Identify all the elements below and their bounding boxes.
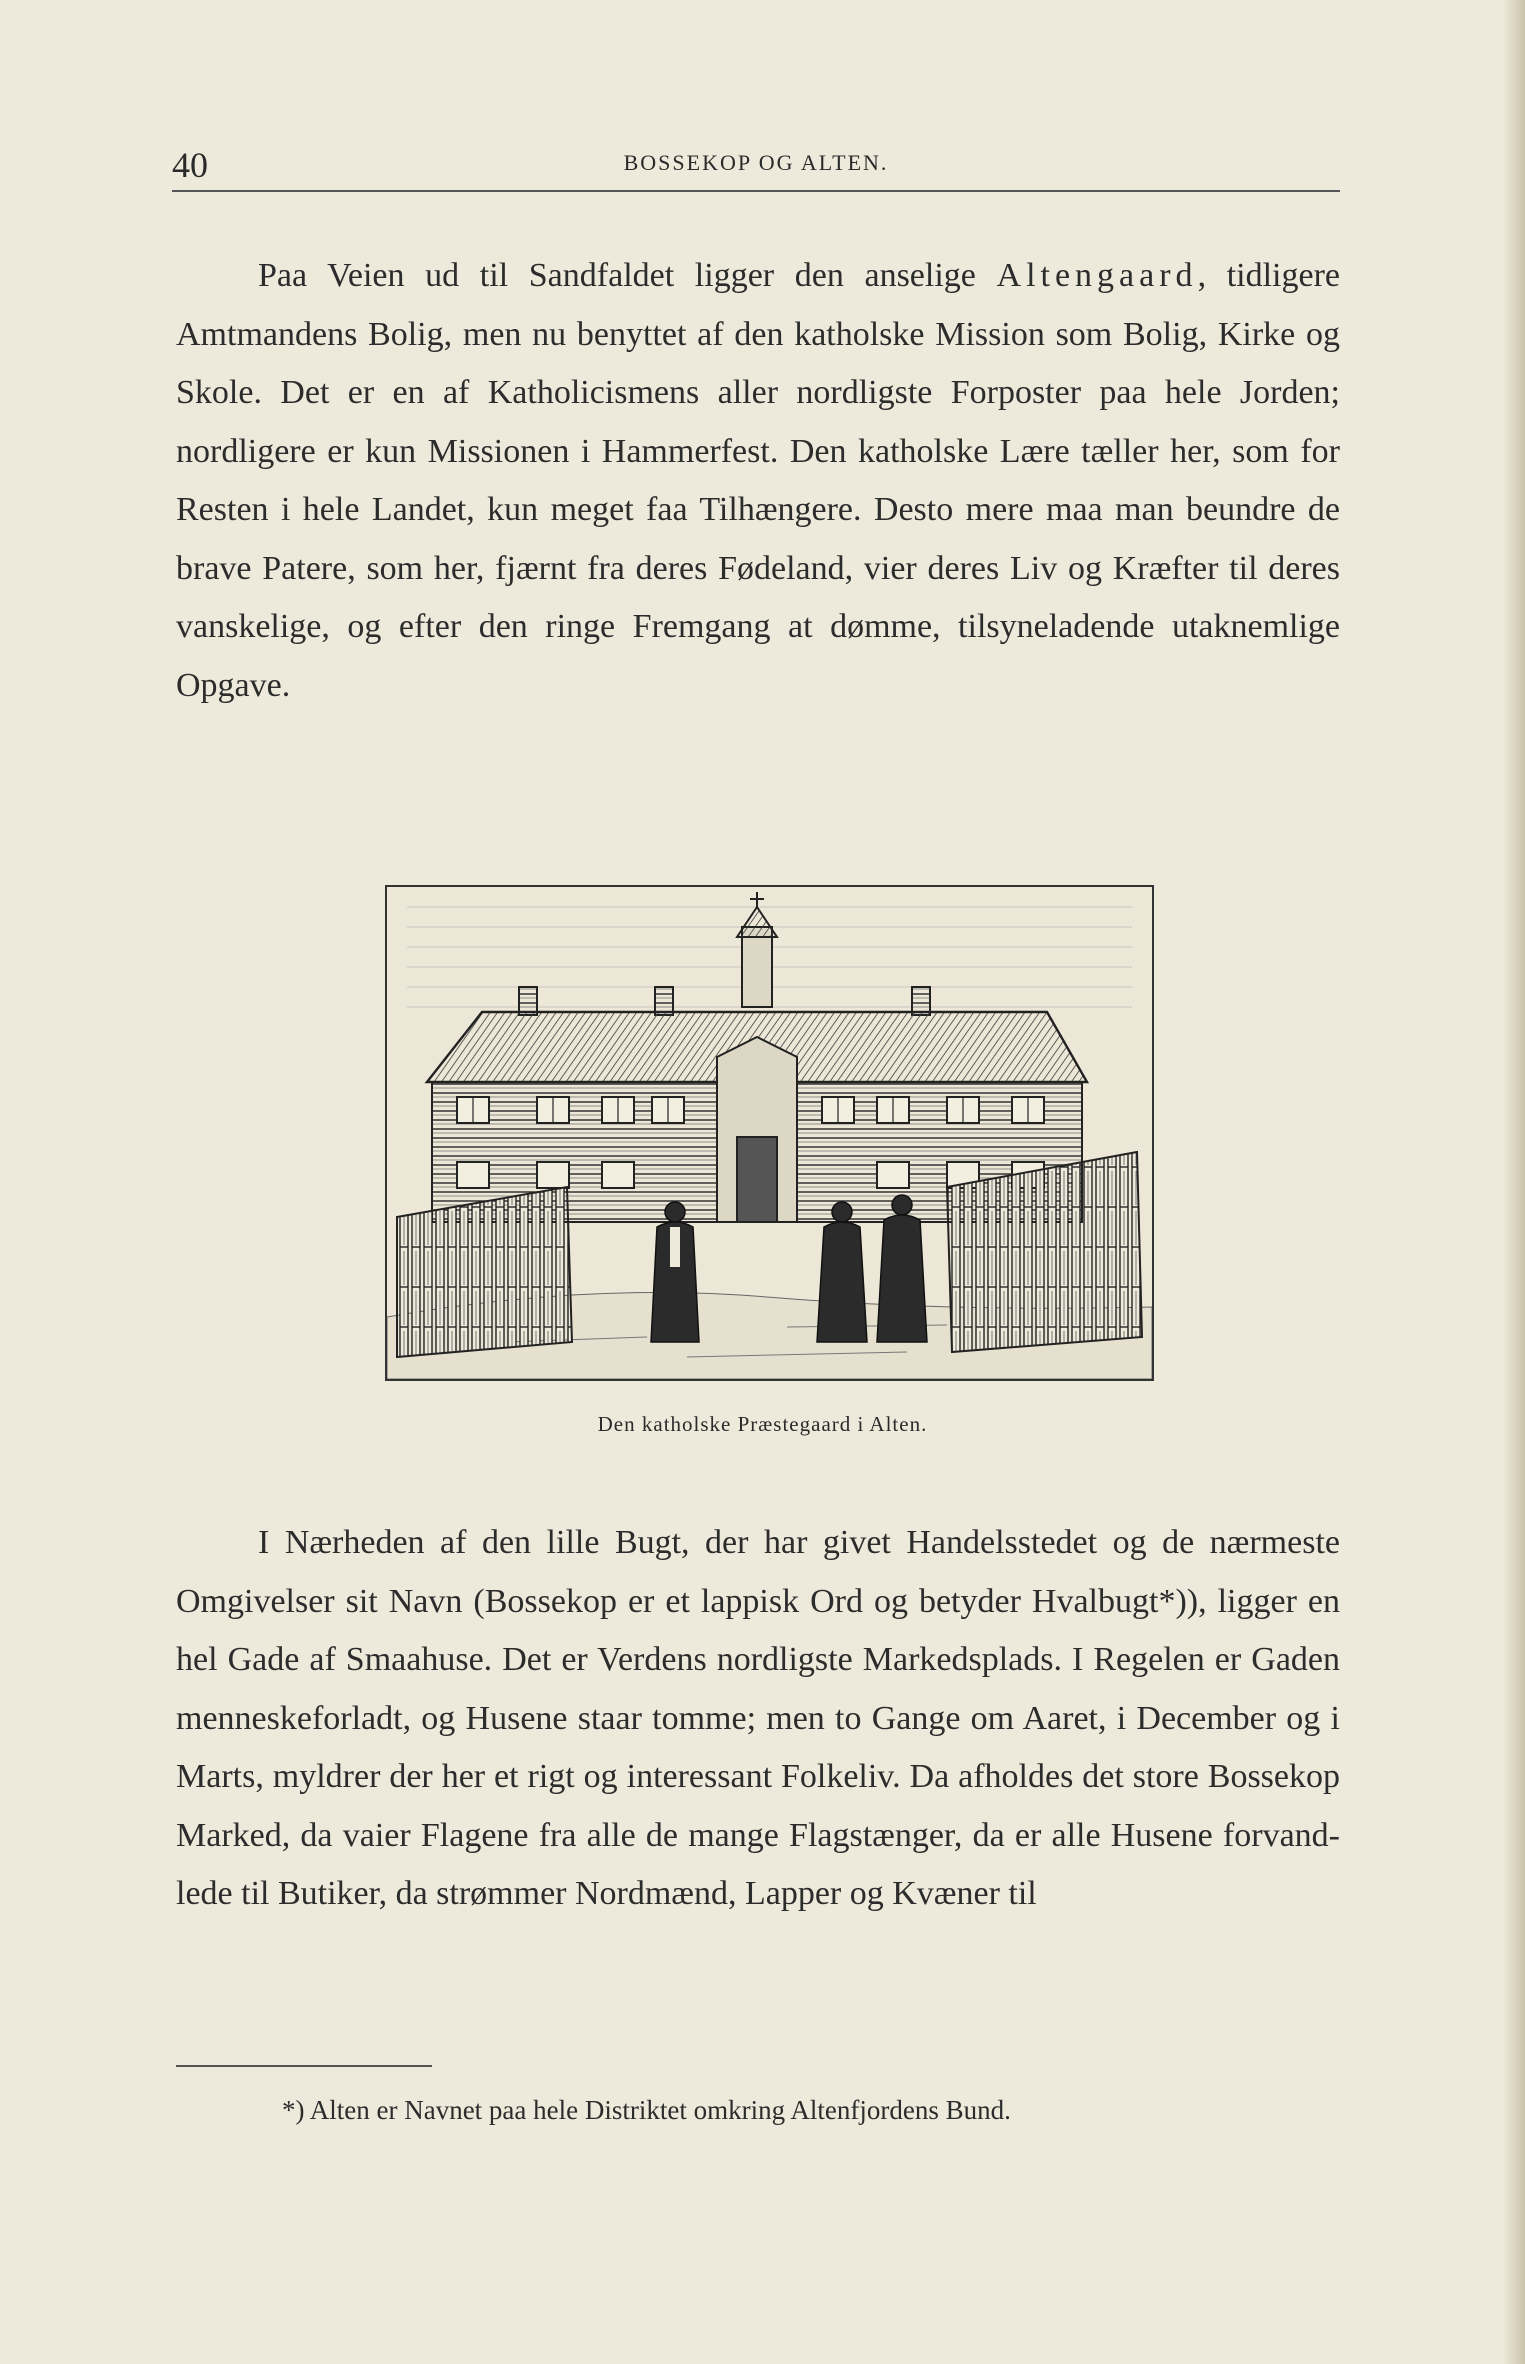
paragraph-2 <box>176 1514 1340 1924</box>
paragraph-1 <box>176 247 1340 715</box>
paragraph-1-rest: , tidligere Amtmandens Bolig, men nu benyttet af den katholske Mission som Bolig, Kirke og Skole. Det er en af Katholicismens aller nordligste Forposter paa hele Jorden; nordligere er kun Missionen i Hammerfest. Den katholske Lære tæller her, som for Resten i hele Landet, kun meget faa Tilhængere. Desto mere maa man beundre de brave Patere, som her, fjærnt fra deres Fødeland, vier deres Liv og Kræfter til deres vanskelige, og efter den ringe Fremgang at dømme, tilsyneladende utaknemlige Opgave. <box>176 257 1340 704</box>
illustration-caption: Den katholske Præstegaard i Alten. <box>597 1412 928 1436</box>
page-edge-shadow <box>1503 0 1525 2364</box>
engraving-illustration <box>387 887 1152 1379</box>
paragraph-1-lead: Paa Veien ud til Sandfaldet ligger den anselige <box>258 257 997 294</box>
page-number: 40 <box>172 145 208 185</box>
place-name-altengaard: Altengaard <box>996 257 1198 294</box>
page-header <box>172 140 1340 192</box>
footnote: *) Alten er Navnet paa hele Distriktet omkring Altenfjordens Bund. <box>282 2095 1011 2125</box>
paragraph-2-text: I Nærheden af den lille Bugt, der har givet Handelsstedet og de nærmeste Omgivelser sit Navn (Bossekop er et lappisk Ord og betyder Hvalbugt*)), ligger en hel Gade af Smaahuse. Det er Verdens nordligste Markedsplads. I Regelen er Gaden menneskeforladt, og Husene staar tomme; men to Gange om Aaret, i December og i Marts, myldrer der her et rigt og interessant Folkeliv. Da afholdes det store Bossekop Marked, da vaier Flagene fra alle de mange Flagstænger, da er alle Husene forvandlede til Butiker, da strømmer Nordmænd, Lapper og Kvæner til <box>176 1524 1340 1912</box>
running-title: BOSSEKOP OG ALTEN. <box>623 150 889 175</box>
engraving-catholic-rectory <box>385 885 1154 1381</box>
footnote-rule <box>176 2065 432 2067</box>
